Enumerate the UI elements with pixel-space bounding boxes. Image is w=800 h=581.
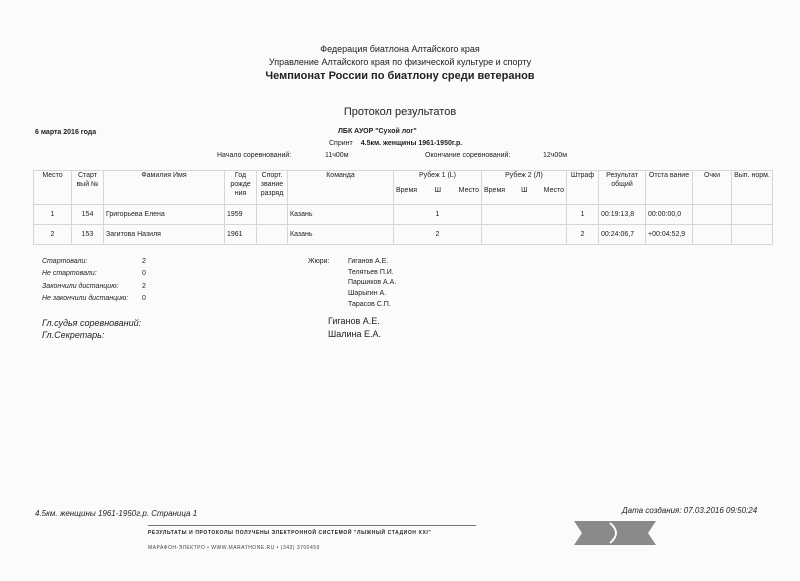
- results-table: [33, 170, 773, 245]
- row-behind: 00:00:00,0: [646, 205, 693, 225]
- row-penalty: 1: [567, 205, 599, 225]
- row-bib: 154: [72, 205, 104, 225]
- page-info: 4.5км. женщины 1961-1950г.р. Страница 1: [35, 509, 198, 518]
- row-place: 2: [34, 225, 72, 245]
- range1-place-label: Место: [458, 187, 479, 194]
- range1-sh-label: Ш: [434, 187, 442, 194]
- range1-label: Рубеж 1 (L): [418, 172, 456, 179]
- row-penalty: 2: [567, 225, 599, 245]
- stat-label: Стартовали:: [42, 258, 88, 265]
- row-points: [693, 225, 732, 245]
- col-points: Очки: [693, 171, 732, 205]
- row-norm: [732, 225, 773, 245]
- secretary-name: Шалина Е.А.: [328, 329, 382, 339]
- col-team: Команда: [288, 171, 394, 205]
- table-header-row: [34, 171, 773, 205]
- col-norm: Вып. норм.: [732, 171, 773, 205]
- jury-member: Шарыгин А.: [348, 290, 387, 298]
- row-norm: [732, 205, 773, 225]
- marathon-electro-logo: [570, 517, 660, 549]
- stat-label: Не стартовали:: [42, 270, 97, 278]
- row-range2: [482, 225, 567, 245]
- range1-time-label: Время: [396, 187, 418, 194]
- col-range1: [394, 171, 482, 205]
- col-penalty: Штраф: [567, 171, 599, 205]
- start-statistics: [42, 256, 146, 306]
- championship-title: Чемпионат России по биатлону среди ветеранов: [265, 70, 535, 82]
- row-result: 00:19:13,8: [599, 205, 646, 225]
- range2-label: Рубеж 2 (Л): [505, 172, 543, 179]
- footer-divider: [148, 525, 476, 526]
- jury-member: Гиганов А.Е.: [348, 258, 389, 265]
- end-time: 12ч00м: [543, 152, 568, 159]
- stat-label: Не закончили дистанцию:: [42, 295, 129, 303]
- row-team: Казань: [288, 205, 394, 225]
- row-year: 1961: [225, 225, 257, 245]
- col-result: Результат общий: [599, 171, 646, 205]
- secretary-label: Гл.Секретарь:: [42, 330, 105, 340]
- stat-value: 2: [142, 282, 146, 290]
- col-year: Год рожде ния: [225, 171, 257, 205]
- row-range2: [482, 205, 567, 225]
- stat-row: [42, 293, 146, 305]
- contact-line: МАРАФОН-ЭЛЕКТРО • WWW.MARATHONE.RU • (343) 3700459: [148, 545, 320, 551]
- jury-member: Телятьев П.И.: [348, 268, 394, 276]
- chief-judge-name: Гиганов А.Е.: [328, 316, 380, 326]
- stat-value: 2: [142, 258, 146, 265]
- row-team: Казань: [288, 225, 394, 245]
- range2-place-label: Место: [543, 187, 564, 194]
- col-bib: Старт вый №: [72, 171, 104, 205]
- venue: ЛБК АУОР "Сухой лог": [338, 128, 417, 135]
- discipline-label: Спринт: [329, 140, 353, 147]
- jury-member: Тарасов С.П.: [348, 300, 391, 308]
- discipline: [329, 140, 462, 147]
- protocol-title: Протокол результатов: [343, 106, 457, 118]
- col-range2: [482, 171, 567, 205]
- federation-name: Федерация биатлона Алтайского края: [320, 44, 480, 54]
- table-row: [34, 225, 773, 245]
- col-behind: Отста вание: [646, 171, 693, 205]
- row-result: 00:24:06,7: [599, 225, 646, 245]
- jury-member: Паршиков А.А.: [348, 279, 397, 287]
- chief-judge-label: Гл.судья соревнований:: [42, 318, 142, 328]
- stat-row: [42, 268, 146, 280]
- end-label: Окончание соревнований:: [425, 152, 511, 159]
- start-label: Начало соревнований:: [217, 152, 292, 159]
- system-credit: РЕЗУЛЬТАТЫ И ПРОТОКОЛЫ ПОЛУЧЕНЫ ЭЛЕКТРОННОЙ СИСТЕМОЙ "ЛЫЖНЫЙ СТАДИОН XXI": [148, 530, 432, 536]
- stat-value: 0: [142, 270, 146, 278]
- row-points: [693, 205, 732, 225]
- range2-sh-label: Ш: [521, 187, 528, 194]
- range2-time-label: Время: [484, 187, 506, 194]
- col-place: Место: [34, 171, 72, 205]
- event-date: 6 марта 2016 года: [35, 129, 97, 136]
- creation-date: Дата создания: 07.03.2016 09:50:24: [622, 506, 758, 515]
- discipline-name: 4.5км. женщины 1961-1950г.р.: [360, 140, 463, 147]
- col-rank: Спорт. звание разряд: [257, 171, 288, 205]
- row-behind: +00:04:52,9: [646, 225, 693, 245]
- col-name: Фамилия Имя: [104, 171, 225, 205]
- row-name: Загитова Назиля: [104, 225, 225, 245]
- stat-value: 0: [142, 295, 146, 303]
- row-year: 1959: [225, 205, 257, 225]
- row-name: Григорьева Елена: [104, 205, 225, 225]
- jury-label: Жюри:: [308, 258, 330, 265]
- stat-row: [42, 256, 146, 268]
- start-time: 11ч00м: [325, 152, 349, 159]
- table-row: [34, 205, 773, 225]
- row-rank: [257, 225, 288, 245]
- stat-row: [42, 281, 146, 293]
- jury-list: [308, 257, 396, 311]
- row-range1-sh: 2: [394, 225, 482, 245]
- department-name: Управление Алтайского края по физической культуре и спорту: [268, 57, 532, 67]
- row-rank: [257, 205, 288, 225]
- row-place: 1: [34, 205, 72, 225]
- stat-label: Закончили дистанцию:: [42, 282, 119, 290]
- row-bib: 153: [72, 225, 104, 245]
- row-range1-sh: 1: [394, 205, 482, 225]
